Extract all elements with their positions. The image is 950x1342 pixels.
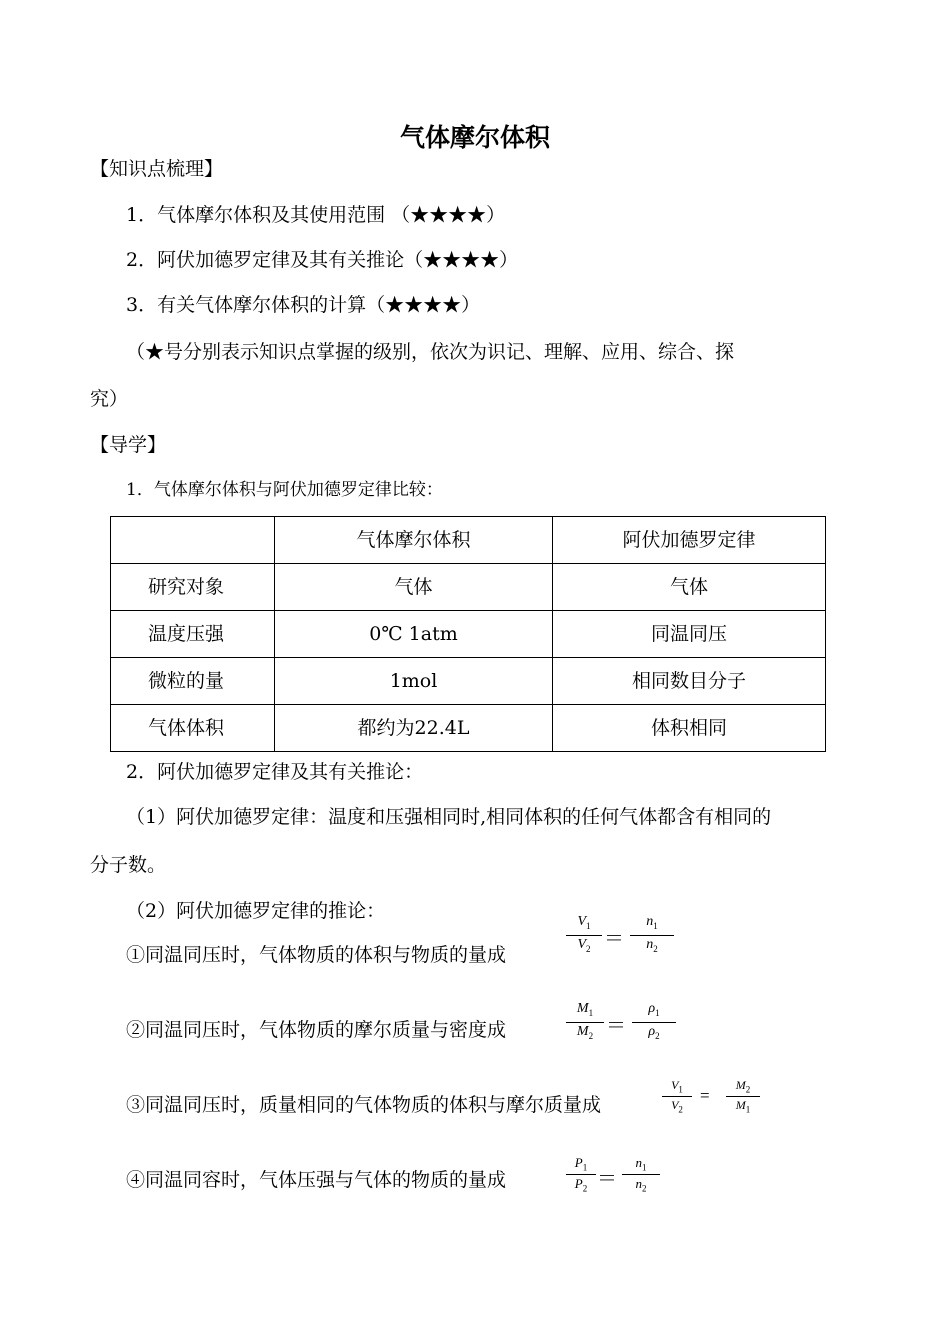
corollary-text: ②同温同压时，气体物质的摩尔质量与密度成 xyxy=(126,1019,507,1041)
denominator: P xyxy=(574,1176,583,1191)
numerator-sub: 1 xyxy=(586,920,591,931)
fraction-lhs xyxy=(566,1155,596,1197)
comparison-table xyxy=(110,516,826,752)
table-cell: 同温同压 xyxy=(553,611,826,658)
fraction-bar xyxy=(566,1174,596,1175)
fraction-rhs xyxy=(630,914,674,958)
denominator-sub: 2 xyxy=(653,943,658,954)
guide-heading: 【导学】 xyxy=(90,434,167,456)
table-cell: 1mol xyxy=(275,658,553,705)
table-cell: 研究对象 xyxy=(111,564,275,611)
corollary-text: ③同温同压时，质量相同的气体物质的体积与摩尔质量成 xyxy=(126,1094,602,1116)
fraction-bar xyxy=(662,1096,692,1097)
table-cell: 气体体积 xyxy=(111,705,275,752)
denominator-sub: 2 xyxy=(582,1183,588,1194)
knowledge-item: 2．阿伏加德罗定律及其有关推论（★★★★） xyxy=(126,249,519,271)
knowledge-heading: 【知识点梳理】 xyxy=(90,158,224,180)
table-header-row xyxy=(111,517,826,564)
table-header-cell: 气体摩尔体积 xyxy=(275,517,553,564)
fraction-bar xyxy=(622,1174,660,1175)
legend-note-cont: 究） xyxy=(90,388,129,410)
table-row xyxy=(111,658,826,705)
fraction-lhs xyxy=(662,1078,692,1118)
table-header-cell xyxy=(111,517,275,564)
denominator-sub: 1 xyxy=(745,1104,751,1115)
numerator: n xyxy=(635,1155,642,1170)
fraction-bar xyxy=(566,1022,604,1023)
numerator-sub: 1 xyxy=(582,1162,588,1173)
table-cell: 相同数目分子 xyxy=(553,658,826,705)
denominator-sub: 2 xyxy=(655,1030,660,1041)
numerator: ρ xyxy=(648,1001,656,1016)
fraction-rhs xyxy=(632,1001,676,1045)
corollary-text: ①同温同压时，气体物质的体积与物质的量成 xyxy=(126,944,507,966)
equals-sign: = xyxy=(700,1086,710,1105)
numerator: M xyxy=(576,1001,589,1016)
numerator: n xyxy=(646,914,654,929)
numerator-sub: 1 xyxy=(653,920,658,931)
denominator-sub: 2 xyxy=(586,943,591,954)
fraction-rhs xyxy=(622,1155,660,1197)
avogadro-law-cont: 分子数。 xyxy=(90,854,167,876)
fraction-lhs xyxy=(566,914,602,958)
table-cell: 温度压强 xyxy=(111,611,275,658)
table-cell: 都约为22.4L xyxy=(275,705,553,752)
equals-sign: ＝ xyxy=(606,1015,626,1037)
numerator-sub: 1 xyxy=(678,1084,683,1095)
equals-sign: ＝ xyxy=(597,1168,617,1190)
avogadro-law: （1）阿伏加德罗定律：温度和压强相同时,相同体积的任何气体都含有相同的 xyxy=(126,806,772,828)
fraction-bar xyxy=(632,1022,676,1023)
denominator: ρ xyxy=(648,1024,656,1039)
numerator: V xyxy=(577,914,587,929)
table-row xyxy=(111,705,826,752)
knowledge-item: 3．有关气体摩尔体积的计算（★★★★） xyxy=(126,294,481,316)
numerator: P xyxy=(574,1155,583,1170)
numerator-sub: 1 xyxy=(588,1007,594,1018)
table-row xyxy=(111,611,826,658)
fraction-bar xyxy=(566,935,602,936)
corollary-text: ④同温同容时，气体压强与气体的物质的量成 xyxy=(126,1169,507,1191)
denominator-sub: 2 xyxy=(678,1104,683,1115)
denominator: n xyxy=(635,1176,642,1191)
table-cell: 微粒的量 xyxy=(111,658,275,705)
table-row xyxy=(111,564,826,611)
knowledge-item: 1．气体摩尔体积及其使用范围 （★★★★） xyxy=(126,204,506,226)
table-cell: 气体 xyxy=(553,564,826,611)
page-title: 气体摩尔体积 xyxy=(399,123,550,152)
legend-note: （★号分别表示知识点掌握的级别，依次为识记、理解、应用、综合、探 xyxy=(126,341,735,363)
fraction-bar xyxy=(630,935,674,936)
denominator: M xyxy=(735,1098,746,1112)
fraction-bar xyxy=(726,1096,760,1097)
table-cell: 0℃ 1atm xyxy=(275,611,553,658)
table-cell: 气体 xyxy=(275,564,553,611)
denominator: n xyxy=(646,937,654,952)
fraction-rhs xyxy=(726,1078,760,1118)
table-cell: 体积相同 xyxy=(553,705,826,752)
denominator-sub: 2 xyxy=(588,1030,594,1041)
guide-item-1: 1．气体摩尔体积与阿伏加德罗定律比较： xyxy=(126,480,443,500)
numerator: V xyxy=(671,1078,679,1092)
denominator-sub: 2 xyxy=(642,1183,647,1194)
corollary-heading: （2）阿伏加德罗定律的推论： xyxy=(126,900,386,922)
guide-item-2: 2．阿伏加德罗定律及其有关推论： xyxy=(126,761,424,783)
equals-sign: ＝ xyxy=(604,928,624,950)
numerator: M xyxy=(735,1078,746,1092)
denominator: M xyxy=(576,1024,589,1039)
numerator-sub: 1 xyxy=(655,1007,660,1018)
denominator: V xyxy=(577,937,587,952)
table-header-cell: 阿伏加德罗定律 xyxy=(553,517,826,564)
fraction-lhs xyxy=(566,1001,604,1045)
numerator-sub: 2 xyxy=(745,1084,751,1095)
numerator-sub: 1 xyxy=(642,1162,647,1173)
denominator: V xyxy=(671,1098,679,1112)
